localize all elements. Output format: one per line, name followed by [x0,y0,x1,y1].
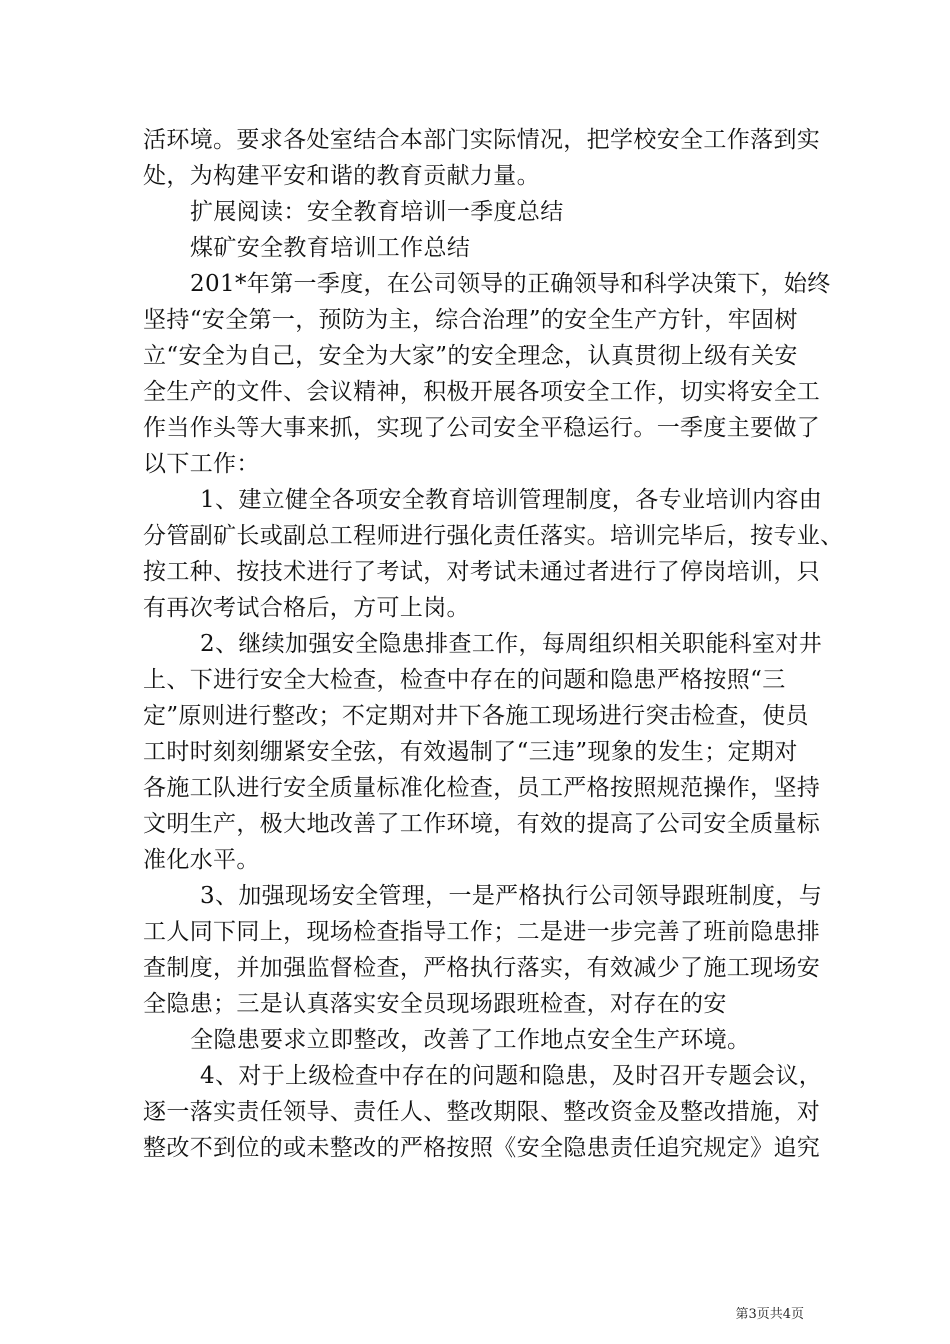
body-line: 分管副矿长或副总工程师进行强化责任落实。培训完毕后，按专业、 [143,523,844,549]
body-line: 处，为构建平安和谐的教育贡献力量。 [143,163,540,189]
body-line: 全生产的文件、会议精神，积极开展各项安全工作，切实将安全工 [143,379,821,405]
item-1-line: 1、建立健全各项安全教育培训管理制度，各专业培训内容由 [200,487,823,513]
body-line: 按工种、按技术进行了考试，对考试未通过者进行了停岗培训，只 [143,559,821,585]
body-line: 定”原则进行整改；不定期对井下各施工现场进行突击检查，使员 [143,703,809,729]
body-line: 各施工队进行安全质量标准化检查，员工严格按照规范操作，坚持 [143,775,821,801]
body-line: 作当作头等大事来抓，实现了公司安全平稳运行。一季度主要做了 [143,415,821,441]
item-2-line: 2、继续加强安全隐患排查工作，每周组织相关职能科室对井 [200,631,823,657]
body-line: 活环境。要求各处室结合本部门实际情况，把学校安全工作落到实 [143,127,821,153]
body-line: 有再次考试合格后，方可上岗。 [143,595,470,621]
body-line: 文明生产，极大地改善了工作环境，有效的提高了公司安全质量标 [143,811,821,837]
body-line: 逐一落实责任领导、责任人、整改期限、整改资金及整改措施，对 [143,1099,821,1125]
page-number-footer: 第3页共4页 [735,1307,804,1322]
item-4-line: 4、对于上级检查中存在的问题和隐患，及时召开专题会议， [200,1063,823,1089]
extended-reading-heading: 扩展阅读：安全教育培训一季度总结 [190,199,564,225]
body-line: 立“安全为自己，安全为大家”的安全理念，认真贯彻上级有关安 [143,343,798,369]
item-3-line: 3、加强现场安全管理，一是严格执行公司领导跟班制度，与 [200,883,823,909]
body-line: 全隐患；三是认真落实安全员现场跟班检查，对存在的安 [143,991,727,1017]
body-line: 以下工作： [143,451,260,477]
body-line: 坚持“安全第一，预防为主，综合治理”的安全生产方针，牢固树 [143,307,798,333]
body-line: 上、下进行安全大检查，检查中存在的问题和隐患严格按照“三 [143,667,786,693]
body-line: 查制度，并加强监督检查，严格执行落实，有效减少了施工现场安 [143,955,821,981]
article-title: 煤矿安全教育培训工作总结 [190,235,471,261]
body-line: 整改不到位的或未整改的严格按照《安全隐患责任追究规定》追究 [143,1135,821,1161]
body-line: 201*年第一季度，在公司领导的正确领导和科学决策下，始终 [190,271,831,297]
body-line: 准化水平。 [143,847,260,873]
body-line: 工人同下同上，现场检查指导工作；二是进一步完善了班前隐患排 [143,919,821,945]
body-line: 工时时刻刻绷紧安全弦，有效遏制了“三违”现象的发生；定期对 [143,739,798,765]
body-line: 全隐患要求立即整改，改善了工作地点安全生产环境。 [190,1027,751,1053]
